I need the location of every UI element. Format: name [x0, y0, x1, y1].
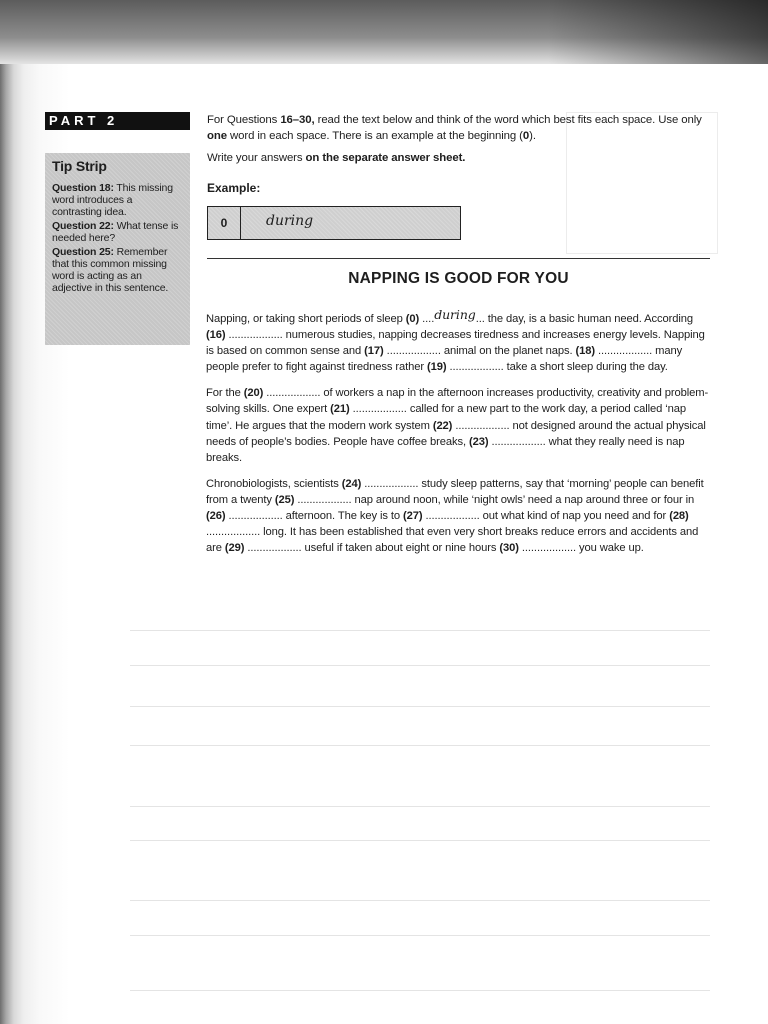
gap-number: (25): [274, 493, 295, 506]
paragraph-text: .................. afternoon. The key is to: [225, 510, 403, 523]
article-body: [206, 307, 712, 566]
instructions-text: ).: [529, 130, 536, 142]
bleed-through-line: [130, 706, 710, 707]
paragraph-text: For the: [206, 387, 244, 400]
bleed-through-line: [130, 745, 710, 746]
paragraph-text: ... the day, is a basic human need. According: [475, 313, 693, 325]
example-answer: during: [266, 213, 314, 229]
paragraph-text: .................. you wake up.: [518, 542, 644, 555]
example-box: [207, 206, 461, 240]
instructions-text: word in each space. There is an example at the beginning (: [226, 130, 523, 142]
example-label: Example:: [207, 181, 261, 195]
example-number: 0: [208, 207, 241, 239]
article-title: NAPPING IS GOOD FOR YOU: [348, 270, 569, 287]
answer-sheet-note: on the separate answer sheet.: [305, 152, 466, 164]
tip-item-text: Remember that this common missing word is acting as an adjective in this sentence.: [52, 246, 169, 294]
tip-item-label: Question 22:: [52, 220, 114, 232]
paragraph-text: .................. of workers a nap in the afternoon increases productivity, creativity and problem-solving skills. One expert: [206, 387, 709, 416]
question-range: 16–30,: [280, 114, 315, 126]
bleed-through-line: [130, 990, 710, 991]
tip-item: [52, 246, 184, 294]
tip-strip-title: Tip Strip: [52, 158, 107, 174]
tip-item-label: Question 18:: [52, 182, 114, 194]
paragraph-text: .................. many people prefer to fight against tiredness rather: [206, 345, 683, 374]
divider: [207, 258, 710, 259]
paragraph-text: .................. not designed around the actual physical needs of people’s bodies. People have coffee breaks,: [206, 419, 706, 448]
instructions: [207, 112, 707, 172]
example-ref: 0: [522, 130, 530, 142]
instructions-text: Write your answers: [207, 152, 306, 164]
paragraph-text: .................. numerous studies, napping decreases tiredness and increases energy levels. Napping is based on common sense and: [206, 329, 705, 358]
gap-number: (20): [243, 387, 264, 400]
bleed-through-line: [130, 806, 710, 807]
bleed-through-line: [130, 900, 710, 901]
tip-strip: [45, 153, 190, 345]
paragraph-text: .................. nap around noon, while ‘night owls’ need a nap around three or four in: [294, 493, 695, 506]
paragraph-2: [206, 385, 712, 465]
book-top-shadow: [0, 0, 768, 68]
paragraph-text: .................. study sleep patterns, say that ‘morning’ people can benefit from a twenty: [206, 477, 704, 506]
paragraph-text: .................. long. It has been established that even very short breaks reduce errors and accidents and are: [206, 526, 699, 555]
instructions-text: For Questions: [207, 114, 281, 126]
handwritten-answer: during: [434, 307, 476, 322]
bleed-through-line: [130, 665, 710, 666]
gap-number: (27): [402, 510, 423, 523]
paragraph-3: [206, 476, 712, 556]
paragraph-1: [206, 307, 712, 375]
paragraph-text: .................. called for a new part to the work day, a period called ‘nap time’. He argues that the modern work system: [206, 403, 687, 432]
gap-dots: ....: [419, 313, 435, 325]
paragraph-text: .................. animal on the planet naps.: [383, 345, 576, 358]
gap-number: (30): [499, 542, 519, 555]
paragraph-text: .................. what they really need is nap breaks.: [206, 435, 685, 464]
part-label: PART 2: [45, 112, 190, 130]
paragraph-text: .................. take a short sleep during the day.: [446, 361, 668, 374]
gap-number: (26): [206, 510, 226, 523]
instructions-line-2: [207, 150, 707, 166]
gap-number: (16): [206, 329, 226, 342]
tip-item-label: Question 25:: [52, 246, 114, 258]
bleed-through-line: [130, 630, 710, 631]
gap-number: (19): [426, 361, 447, 374]
gap-number: (28): [669, 510, 689, 523]
tip-item: [52, 182, 184, 218]
bleed-through-line: [130, 935, 710, 936]
paragraph-text: Chronobiologists, scientists: [206, 477, 342, 490]
emphasis-one: one: [207, 130, 227, 142]
paragraph-text: .................. out what kind of nap you need and for: [422, 510, 670, 523]
tip-item: [52, 220, 184, 244]
instructions-line-1: [207, 112, 707, 144]
gap-number: (21): [330, 403, 350, 416]
paragraph-text: .................. useful if taken about eight or nine hours: [244, 542, 500, 555]
gap-number: (22): [432, 419, 453, 432]
bleed-through-line: [130, 840, 710, 841]
instructions-text: read the text below and think of the word which best fits each space. Use only: [314, 114, 702, 126]
gap-number: (17): [364, 345, 384, 358]
paragraph-text: Napping, or taking short periods of sleep: [206, 313, 406, 325]
tip-item-text: This missing word introduces a contrasting idea.: [52, 182, 173, 218]
gap-number: (29): [224, 542, 245, 555]
gap-number: (24): [341, 477, 362, 490]
gap-number: (23): [468, 435, 489, 448]
gap-number: (0): [405, 313, 420, 325]
gap-number: (18): [575, 345, 595, 358]
tip-item-text: What tense is needed here?: [52, 220, 179, 244]
